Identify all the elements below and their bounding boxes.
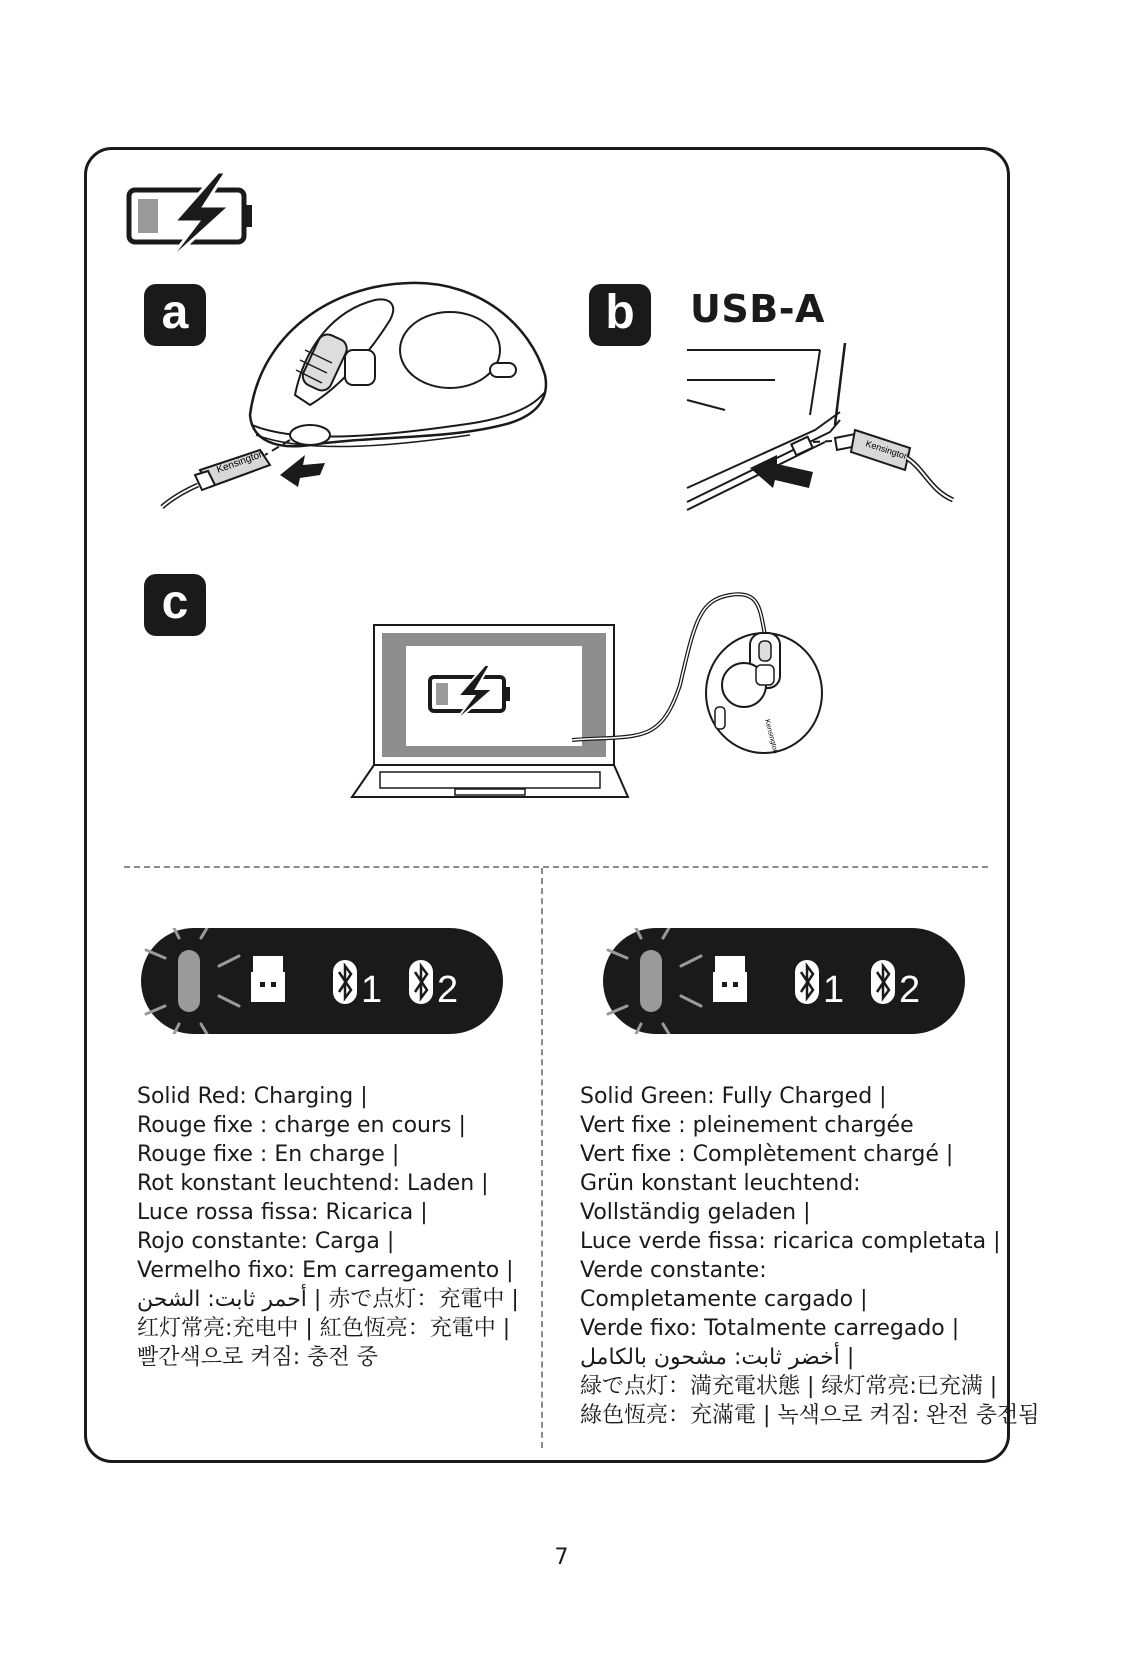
status-line: 红灯常亮:充电中 | 紅色恆亮：充電中 |: [137, 1316, 511, 1341]
usb-dongle-icon: [713, 956, 747, 1002]
status-line: Vert fixe : pleinement chargée: [580, 1113, 914, 1138]
bluetooth-1-label: 1: [823, 969, 845, 1011]
status-line: Vermelho fixo: Em carregamento |: [137, 1258, 514, 1283]
status-line: Rouge fixe : En charge |: [137, 1142, 400, 1167]
step-c-badge: c: [144, 574, 206, 636]
status-line: Vollständig geladen |: [580, 1200, 811, 1225]
usb-dongle-icon: [251, 956, 285, 1002]
status-text-charging: [137, 1082, 519, 1372]
mouse-brand-label: Kensington: [763, 718, 779, 755]
status-line: Rouge fixe : charge en cours |: [137, 1113, 466, 1138]
led-panel-art: [141, 928, 503, 1034]
bluetooth-2-icon: [409, 960, 433, 1004]
bluetooth-2-label: 2: [437, 969, 459, 1011]
usb-a-plug-brand: Kensington: [864, 438, 911, 462]
laptop-charging-mouse-illustration: [340, 585, 840, 815]
usb-c-plug-brand: Kensington: [215, 448, 267, 476]
bluetooth-2-icon: [871, 960, 895, 1004]
bluetooth-2-label: 2: [899, 969, 921, 1011]
status-line: Rojo constante: Carga |: [137, 1229, 395, 1254]
bluetooth-1-icon: [795, 960, 819, 1004]
step-b-badge: b: [589, 284, 651, 346]
status-line: Vert fixe : Complètement chargé |: [580, 1142, 954, 1167]
status-line: Solid Red: Charging |: [137, 1084, 368, 1109]
step-a-badge: a: [144, 284, 206, 346]
laptop-usb-a-illustration: [685, 340, 965, 525]
status-line: 빨간색으로 켜짐: 충전 중: [137, 1345, 378, 1370]
mouse-usb-c-illustration: [160, 275, 560, 545]
status-line: Luce rossa fissa: Ricarica |: [137, 1200, 428, 1225]
status-line: Luce verde fissa: ricarica completata |: [580, 1229, 1001, 1254]
status-line: Grün konstant leuchtend:: [580, 1171, 861, 1196]
bluetooth-1-label: 1: [361, 969, 383, 1011]
vertical-divider: [541, 868, 543, 1448]
status-line: Rot konstant leuchtend: Laden |: [137, 1171, 489, 1196]
status-line: Solid Green: Fully Charged |: [580, 1084, 887, 1109]
section-b-title: USB-A: [690, 287, 825, 331]
status-line: 緑で点灯：満充電状態 | 绿灯常亮:已充满 |: [580, 1374, 998, 1399]
status-line: أحمر ثابت: الشحن | 赤で点灯：充電中 |: [137, 1287, 519, 1312]
status-text-charged: [580, 1082, 1040, 1430]
led-indicator-charged: [603, 928, 965, 1034]
horizontal-divider: [124, 866, 988, 868]
status-line: أخضر ثابت: مشحون بالكامل |: [580, 1345, 855, 1370]
battery-charging-icon: [126, 170, 256, 266]
status-line: Verde constante:: [580, 1258, 767, 1283]
status-line: 綠色恆亮：充滿電 | 녹색으로 켜짐: 완전 충전됨: [580, 1403, 1040, 1428]
bluetooth-1-icon: [333, 960, 357, 1004]
led-indicator-charging: [141, 928, 503, 1034]
page-number: 7: [554, 1545, 569, 1570]
led-panel-art: [603, 928, 965, 1034]
status-line: Verde fixo: Totalmente carregado |: [580, 1316, 960, 1341]
status-line: Completamente cargado |: [580, 1287, 868, 1312]
